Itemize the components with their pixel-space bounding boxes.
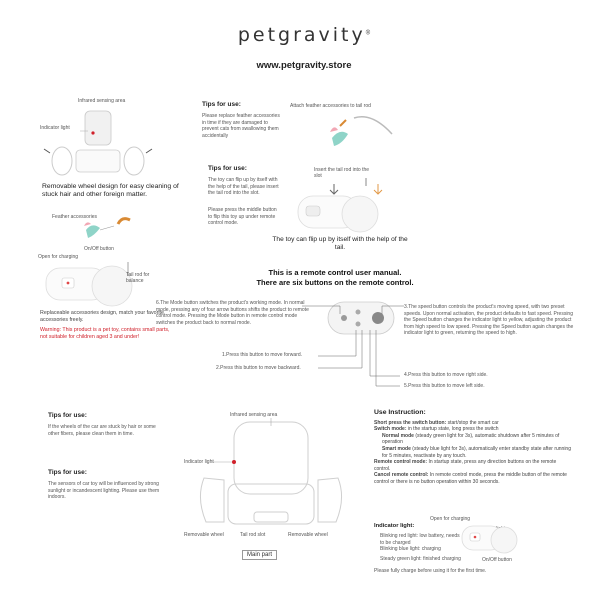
insert-label: Insert the tail rod into the slot [314, 167, 370, 179]
smart-row [374, 446, 574, 459]
brand-logo [0, 24, 608, 46]
main-tail-slot: Tail rod slot [240, 532, 266, 538]
attach-label: Attach feather accessories to tail rod [290, 103, 371, 109]
indicator-3: Steady green light: finished charging [380, 556, 461, 562]
indicator-label: Indicator light [40, 125, 70, 131]
short-press-row [374, 420, 574, 427]
tips-bottom-text1: If the wheels of the car are stuck by hair or some other fibers, please clean them in time. [48, 424, 156, 437]
instructions-title: Use Instruction: [374, 409, 426, 416]
feather-attach-svg [320, 108, 400, 156]
tips-bottom-title2: Tips for use: [48, 469, 87, 476]
tips-flip-text2: Please press the middle button to flip this toy up under remote control mode. [208, 207, 277, 226]
feather-icon [332, 132, 348, 146]
remote-label: Remote control mode: [374, 459, 428, 466]
tips-flip-title: Tips for use: [208, 165, 247, 172]
remote-heading [200, 268, 470, 288]
remote-row [374, 459, 574, 472]
switch-row [374, 426, 574, 433]
warning-text: Warning: This product is a pet toy, contains small parts, not suitable for children aged 3 and under! [40, 327, 170, 340]
indicator-dot [91, 131, 94, 134]
tips-bottom-text2: The sensors of car toy will be influenced by strong sunlight or incandescent lighting. Please use them indoors. [48, 481, 160, 500]
charge-indicator-dot [474, 536, 477, 539]
remote-text: In startup state, press any direction buttons on the remote control. [374, 459, 557, 472]
remote-b3-text: 3.The speed button controls the product's moving speed, with two preset speeds. Upon normal activation, the product defaults to fast speed. Pressing the Speed button changes the indicator light to yellow, adjusting the product from high speed to low speed. Pressing the Speed button again changes the indicator light to green, returning the speed to high. [404, 304, 574, 336]
main-wheel-right: Removable wheel [288, 532, 328, 538]
onoff-label: On/Off button [84, 246, 114, 252]
flip-caption: The toy can flip up by itself with the help of the tail. [272, 236, 408, 252]
main-indicator-label: Indicator light [184, 459, 214, 465]
main-infrared-label: Infrared sensing area [230, 412, 278, 418]
charge-port-dot [67, 282, 70, 285]
right-wheel-shape [124, 147, 144, 175]
remote-heading-line1: This is a remote control user manual. [268, 268, 402, 277]
onoff-small-label: On/Off button [482, 557, 512, 563]
right-wheel-outline [318, 478, 342, 522]
cancel-label: Cancel remote control: [374, 472, 429, 479]
instructions-footer: Please fully charge before using it for the first time. [374, 568, 487, 574]
feather-icon [86, 225, 100, 238]
tail-rod-icon [118, 219, 130, 224]
remote-b2-text: 2.Press this button to move backward. [216, 365, 301, 371]
infrared-sensor-shape [85, 111, 111, 145]
main-wheel-left: Removable wheel [184, 532, 224, 538]
mode-button-shape [341, 315, 347, 321]
charging-toy-svg [460, 520, 520, 556]
normal-row [374, 433, 574, 446]
wheel-caption: Removable wheel design for easy cleaning of stuck hair and other foreign matter. [42, 183, 179, 199]
toy-diagram-svg [40, 105, 160, 185]
tail-slot-outline [254, 512, 288, 522]
tips-bottom-title1: Tips for use: [48, 412, 87, 419]
feather-svg [78, 210, 148, 250]
toy-side-svg [40, 258, 160, 310]
short-press-text: start/stop the smart car [447, 419, 499, 426]
remote-b6-text: 6.The Mode button switches the product's working mode. In normal mode, pressing any of four arrow buttons shifts the product to remote control mode. Pressing the Mode button in remote control mode switches the product back to normal mode. [156, 300, 309, 326]
cancel-row [374, 472, 574, 485]
replaceable-text: Replaceable accessories design, match your favorite accessories freely. [40, 310, 164, 323]
indicator-1: Blinking red light: low battery, needs to be charged [380, 533, 460, 546]
main-part-caption: Main part [242, 550, 277, 560]
cancel-text: In remote control mode, press the middle button of the remote control or there is no button operation within 30 seconds. [374, 472, 567, 485]
registered-mark: ® [365, 30, 371, 37]
left-wheel-shape [52, 147, 72, 175]
normal-label: Normal mode [382, 432, 414, 439]
smart-text: (steady blue light for 3s), automatically enter standby state after running for 5 minutes, reactivate by any touch. [382, 445, 571, 459]
logo-text: petgravity [237, 24, 366, 46]
tips-flip-text1: The toy can flip up by itself with the help of the tail, please insert the tail rod into the slot. [208, 177, 279, 196]
charging-label: Open for charging [38, 254, 79, 260]
arrow-icon [374, 184, 382, 194]
tips-top-text: Please replace feather accessories in time if they are damaged to prevent cats from swallowing them accidentally [202, 113, 280, 139]
remote-b5-text: 5.Press this button to move left side. [404, 383, 485, 389]
open-charging-label: Open for charging [430, 516, 471, 522]
smart-label: Smart mode [382, 445, 411, 452]
remote-heading-line2: There are six buttons on the remote control. [256, 278, 414, 287]
indicator-2: Blinking blue light: charging [380, 546, 441, 552]
normal-text: (steady green light for 3s), automatic shutdown after 5 minutes of operation [382, 432, 560, 446]
left-wheel-outline [200, 478, 224, 522]
short-press-label: Short press the switch button: [374, 419, 447, 426]
remote-b1-text: 1.Press this button to move forward. [222, 352, 303, 358]
main-part-svg [188, 418, 358, 538]
tail-rod-line [354, 117, 392, 134]
down-arrow-icon [330, 184, 338, 194]
indicator-title: Indicator light: [374, 523, 415, 529]
main-indicator-dot [232, 460, 236, 464]
feather-label: Feather accessories [52, 214, 98, 220]
instructions-block [374, 410, 574, 486]
remote-body-shape [328, 302, 394, 334]
website-url[interactable]: www.petgravity.store [256, 60, 352, 71]
tailrod-label: Tail rod for balance [126, 272, 150, 284]
switch-label: Switch mode: [374, 426, 407, 433]
remote-b4-text: 4.Press this button to move right side. [404, 372, 488, 378]
toy-flip-svg [294, 178, 404, 234]
tips-top-title: Tips for use: [202, 101, 241, 108]
infrared-label: Infrared sensing area [78, 98, 126, 104]
remote-svg [300, 292, 410, 392]
body-outline [234, 422, 308, 494]
switch-text: in the startup state, long press the switch [407, 426, 499, 433]
